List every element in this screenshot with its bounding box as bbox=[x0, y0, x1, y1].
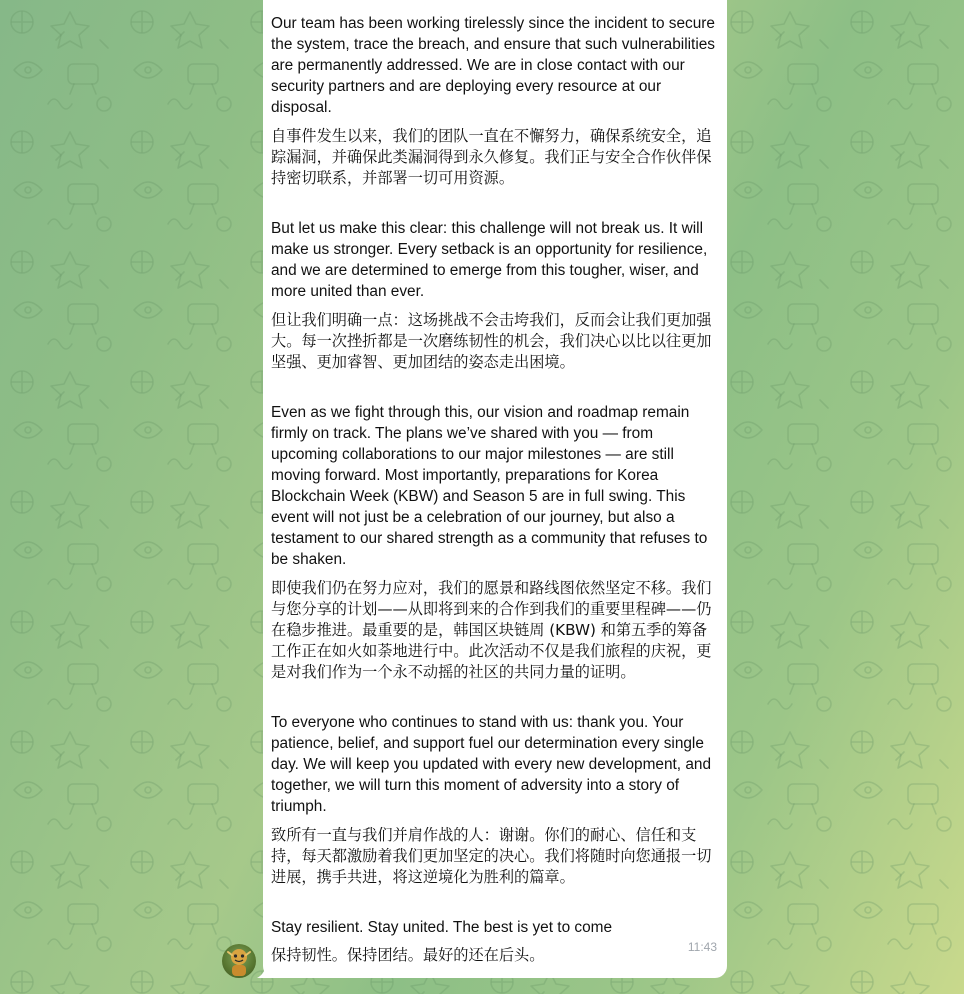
message-paragraph-1 bbox=[271, 13, 719, 189]
message-bubble[interactable] bbox=[263, 0, 727, 978]
message-closing-en: Stay resilient. Stay united. The best is yet to come bbox=[271, 919, 613, 936]
message-timestamp: 11:43 bbox=[687, 940, 717, 954]
message-text-en-4: To everyone who continues to stand with us: thank you. Your patience, belief, and support fuel our determination every single day. We will keep you updated with every new development, and together, we will turn this moment of adversity into a story of triumph. bbox=[271, 714, 712, 815]
message-text-en-1: Our team has been working tirelessly since the incident to secure the system, trace the breach, and ensure that such vulnerabilities are permanently addressed. We are in close contact with our security partners and are deploying every resource at our disposal. bbox=[271, 15, 716, 116]
message-text-en-2: But let us make this clear: this challenge will not break us. It will make us stronger. Every setback is an opportunity for resilience, and we are determined to emerge from this tougher, wiser, and more united than ever. bbox=[271, 220, 708, 300]
message-paragraph-3 bbox=[271, 402, 719, 683]
message-text-zh-3: 即使我们仍在努力应对，我们的愿景和路线图依然坚定不移。我们与您分享的计划——从即将到来的合作到我们的重要里程碑——仍在稳步推进。最重要的是，韩国区块链周 (KBW) 和第五季的筹备工作正在如火如荼地进行中。此次活动不仅是我们旅程的庆祝，更是对我们作为一个永不动摇的社区的共同力量的证明。 bbox=[271, 579, 712, 681]
message-closing-zh: 保持韧性。保持团结。最好的还在后头。 bbox=[271, 946, 545, 964]
message-text-zh-2: 但让我们明确一点：这场挑战不会击垮我们，反而会让我们更加强大。每一次挫折都是一次磨练韧性的机会，我们决心以比以往更加坚强、更加睿智、更加团结的姿态走出困境。 bbox=[271, 311, 712, 371]
message-text-zh-4: 致所有一直与我们并肩作战的人：谢谢。你们的耐心、信任和支持，每天都激励着我们更加坚定的决心。我们将随时向您通报一切进展，携手共进，将这逆境化为胜利的篇章。 bbox=[271, 826, 712, 886]
message-text-en-3: Even as we fight through this, our vision and roadmap remain firmly on track. The plans we’ve shared with you — from upcoming collaborations to our major milestones — are still moving forward. Most importantly, preparations for Korea Blockchain Week (KBW) and Season 5 are in full swing. This event will not just be a celebration of our journey, but also a testament to our shared strength as a community that refuses to be shaken. bbox=[271, 404, 708, 568]
avatar-character-icon bbox=[222, 944, 256, 978]
message-text-zh-1: 自事件发生以来，我们的团队一直在不懈努力，确保系统安全，追踪漏洞，并确保此类漏洞得到永久修复。我们正与安全合作伙伴保持密切联系，并部署一切可用资源。 bbox=[271, 127, 712, 187]
message-paragraph-2 bbox=[271, 218, 719, 373]
message-paragraph-4 bbox=[271, 712, 719, 888]
sender-avatar[interactable] bbox=[222, 944, 256, 978]
